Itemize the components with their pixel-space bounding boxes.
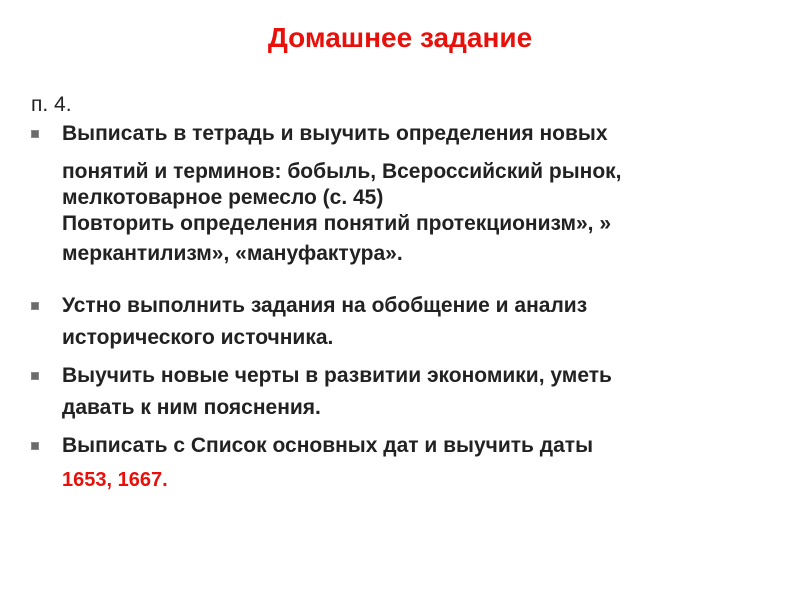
item-line: давать к ним пояснения. (62, 396, 321, 419)
bullet-icon (31, 442, 39, 450)
page-title: Домашнее задание (267, 22, 533, 53)
list-item (62, 289, 762, 355)
item-line: Повторить определения понятий протекционизм», » (62, 212, 612, 235)
list-item (62, 359, 762, 425)
item-line: Выучить новые черты в развитии экономики, уметь (62, 364, 612, 387)
bullet-icon (31, 130, 39, 138)
bullet-icon (31, 302, 39, 310)
item-line: исторического источника. (62, 326, 334, 349)
bullet-icon (31, 372, 39, 380)
item-line: Устно выполнить задания на обобщение и анализ (62, 294, 588, 317)
item-line: меркантилизм», «мануфактура». (62, 242, 403, 265)
dates-highlight: 1653, 1667. (62, 469, 168, 491)
item-line: мелкотоварное ремесло (с. 45) (62, 186, 384, 209)
item-line: Выписать в тетрадь и выучить определения новых (62, 122, 608, 145)
item-line: Выписать с Список основных дат и выучить даты (62, 434, 593, 457)
list-item (62, 429, 762, 497)
paragraph-label: п. 4. (31, 93, 72, 116)
item-line: понятий и терминов: бобыль, Всероссийский рынок, (62, 160, 622, 183)
list-item (62, 117, 762, 271)
